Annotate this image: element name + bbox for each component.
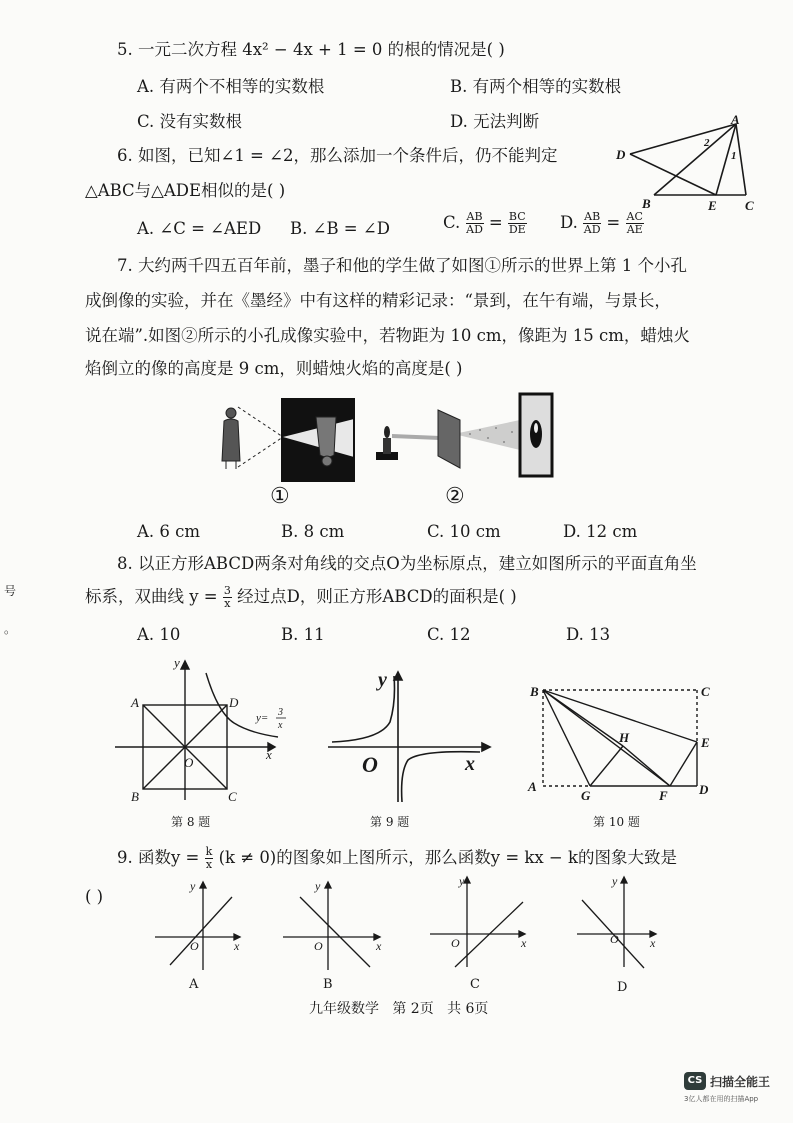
scanner-tagline: 3亿人都在用的扫描App	[684, 1095, 759, 1103]
q7-line3: 说在端”.如图②所示的小孔成像实验中，若物距为 10 cm，像距为 15 cm，蜡烛火	[85, 326, 690, 345]
q5-option-a: A. 有两个不相等的实数根	[137, 77, 325, 96]
q9-c-x: x	[521, 936, 527, 950]
fig9-hyperbola	[320, 662, 495, 812]
q9-stem: 9. 函数y = $\frac{k}{x}$ (k ≠ 0)的图象如上图所示，那么函数y = kx − k的图象大致是	[117, 845, 678, 871]
q9-b-origin: O	[314, 939, 323, 953]
q7-line4: 焰倒立的像的高度是 9 cm，则蜡烛火焰的高度是( )	[85, 359, 463, 378]
q9-b-y: y	[315, 879, 321, 893]
q9-option-b-label: B	[323, 977, 333, 992]
q9-d-x: x	[650, 936, 656, 950]
fig10-label-c: C	[701, 684, 710, 699]
fig8-curve-den: x	[278, 720, 283, 731]
fig8-origin: O	[184, 755, 194, 770]
q7-option-a: A. 6 cm	[137, 522, 201, 541]
q9-c-origin: O	[451, 936, 460, 950]
q7-figure-2-candle	[370, 390, 560, 480]
q9-b-x: x	[376, 939, 382, 953]
q8-option-b: B. 11	[281, 625, 325, 644]
q6-label-b: B	[642, 196, 651, 211]
q6-option-c: C. $\frac{AB}{AD}$ = $\frac{BC}{DE}$	[443, 210, 526, 236]
q5-option-b: B. 有两个相等的实数根	[450, 77, 622, 96]
q7-figure-2-label: ②	[445, 484, 465, 509]
fig9-y-label: y	[378, 669, 387, 691]
q8-option-a: A. 10	[137, 625, 181, 644]
cs-logo-icon: CS	[684, 1072, 706, 1090]
fig10-caption: 第 10 题	[593, 815, 640, 829]
q6-label-d: D	[616, 147, 626, 162]
q8-option-d: D. 13	[566, 625, 611, 644]
fig10-label-a: A	[528, 779, 537, 794]
q6-option-a: A. ∠C = ∠AED	[137, 219, 262, 238]
q8-line2: 标系，双曲线 y = $\frac{3}{x}$ 经过点D，则正方形ABCD的面积是( )	[85, 584, 517, 610]
q9-d-origin: O	[610, 932, 619, 946]
q9-option-a-graph	[150, 875, 250, 975]
margin-mark-2: 。	[4, 622, 17, 636]
q7-option-c: C. 10 cm	[427, 522, 501, 541]
q7-line1: 7. 大约两千四五百年前，墨子和他的学生做了如图①所示的世界上第 1 个小孔	[117, 256, 687, 275]
q7-figure-1-label: ①	[270, 484, 290, 509]
q5-option-d: D. 无法判断	[450, 112, 540, 131]
footer: 九年级数学 第 2页 共 6页	[309, 1001, 489, 1017]
q6-angle-1: 1	[731, 150, 737, 162]
fig9-x-label: x	[465, 753, 475, 775]
fig10-label-b: B	[530, 684, 539, 699]
fig8-curve-num: 3	[278, 707, 283, 718]
fig10-label-g: G	[581, 788, 591, 803]
fig10-label-f: F	[659, 788, 668, 803]
q6-label-c: C	[745, 198, 754, 212]
fig8-label-b: B	[131, 789, 139, 804]
fig10-label-e: E	[701, 735, 710, 750]
margin-mark-1: 号	[4, 584, 17, 598]
fig9-origin: O	[362, 752, 378, 777]
q6-stem-line1: 6. 如图，已知∠1 = ∠2，那么添加一个条件后，仍不能判定	[117, 146, 558, 165]
fig8-label-c: C	[228, 789, 237, 804]
q7-line2: 成倒像的实验，并在《墨经》中有这样的精彩记录：“景到，在午有端，与景长，	[85, 291, 671, 310]
fig8-curve-label-pre: y=	[256, 712, 269, 724]
fig8-square-hyperbola	[110, 655, 300, 805]
q6-label-e: E	[708, 198, 717, 212]
fig10-label-h: H	[619, 730, 630, 745]
q9-option-d-label: D	[617, 980, 628, 995]
fig8-x-label: x	[266, 747, 272, 762]
q8-line1: 8. 以正方形ABCD两条对角线的交点O为坐标原点，建立如图所示的平面直角坐	[117, 554, 697, 573]
scanner-name: 扫描全能王	[710, 1074, 771, 1089]
q7-option-b: B. 8 cm	[281, 522, 345, 541]
fig8-y-label: y	[174, 655, 180, 670]
q6-triangle-figure	[612, 112, 762, 212]
q7-option-d: D. 12 cm	[563, 522, 638, 541]
q9-option-d-graph	[572, 872, 667, 972]
q6-option-b: B. ∠B = ∠D	[290, 219, 390, 238]
fig9-caption: 第 9 题	[370, 815, 410, 829]
q8-option-c: C. 12	[427, 625, 471, 644]
fig8-label-d: D	[229, 695, 239, 710]
q9-d-y: y	[612, 874, 618, 888]
q5-option-c: C. 没有实数根	[137, 112, 243, 131]
q9-option-a-label: A	[189, 977, 199, 992]
q9-a-origin: O	[190, 939, 199, 953]
q6-stem-line2: △ABC与△ADE相似的是( )	[85, 181, 286, 200]
q9-c-y: y	[459, 874, 465, 888]
q5-stem: 5. 一元二次方程 4x² − 4x + 1 = 0 的根的情况是( )	[117, 40, 505, 59]
fig10-label-d: D	[699, 782, 709, 797]
scanner-watermark	[684, 1072, 770, 1090]
q9-answer-blank: ( )	[85, 887, 104, 906]
q6-angle-2: 2	[704, 137, 710, 149]
q9-option-c-label: C	[470, 977, 480, 992]
q9-a-y: y	[190, 879, 196, 893]
q9-a-x: x	[234, 939, 240, 953]
fig8-caption: 第 8 题	[171, 815, 211, 829]
q6-option-d: D. $\frac{AB}{AD}$ = $\frac{AC}{AE}$	[560, 210, 643, 236]
fig8-label-a: A	[131, 695, 139, 710]
fig10-rectangle-fold	[525, 678, 725, 803]
q7-figure-1-pinhole	[210, 395, 360, 485]
q6-label-a: A	[731, 112, 740, 127]
q9-option-c-graph	[425, 872, 535, 972]
q9-option-b-graph	[278, 875, 388, 975]
